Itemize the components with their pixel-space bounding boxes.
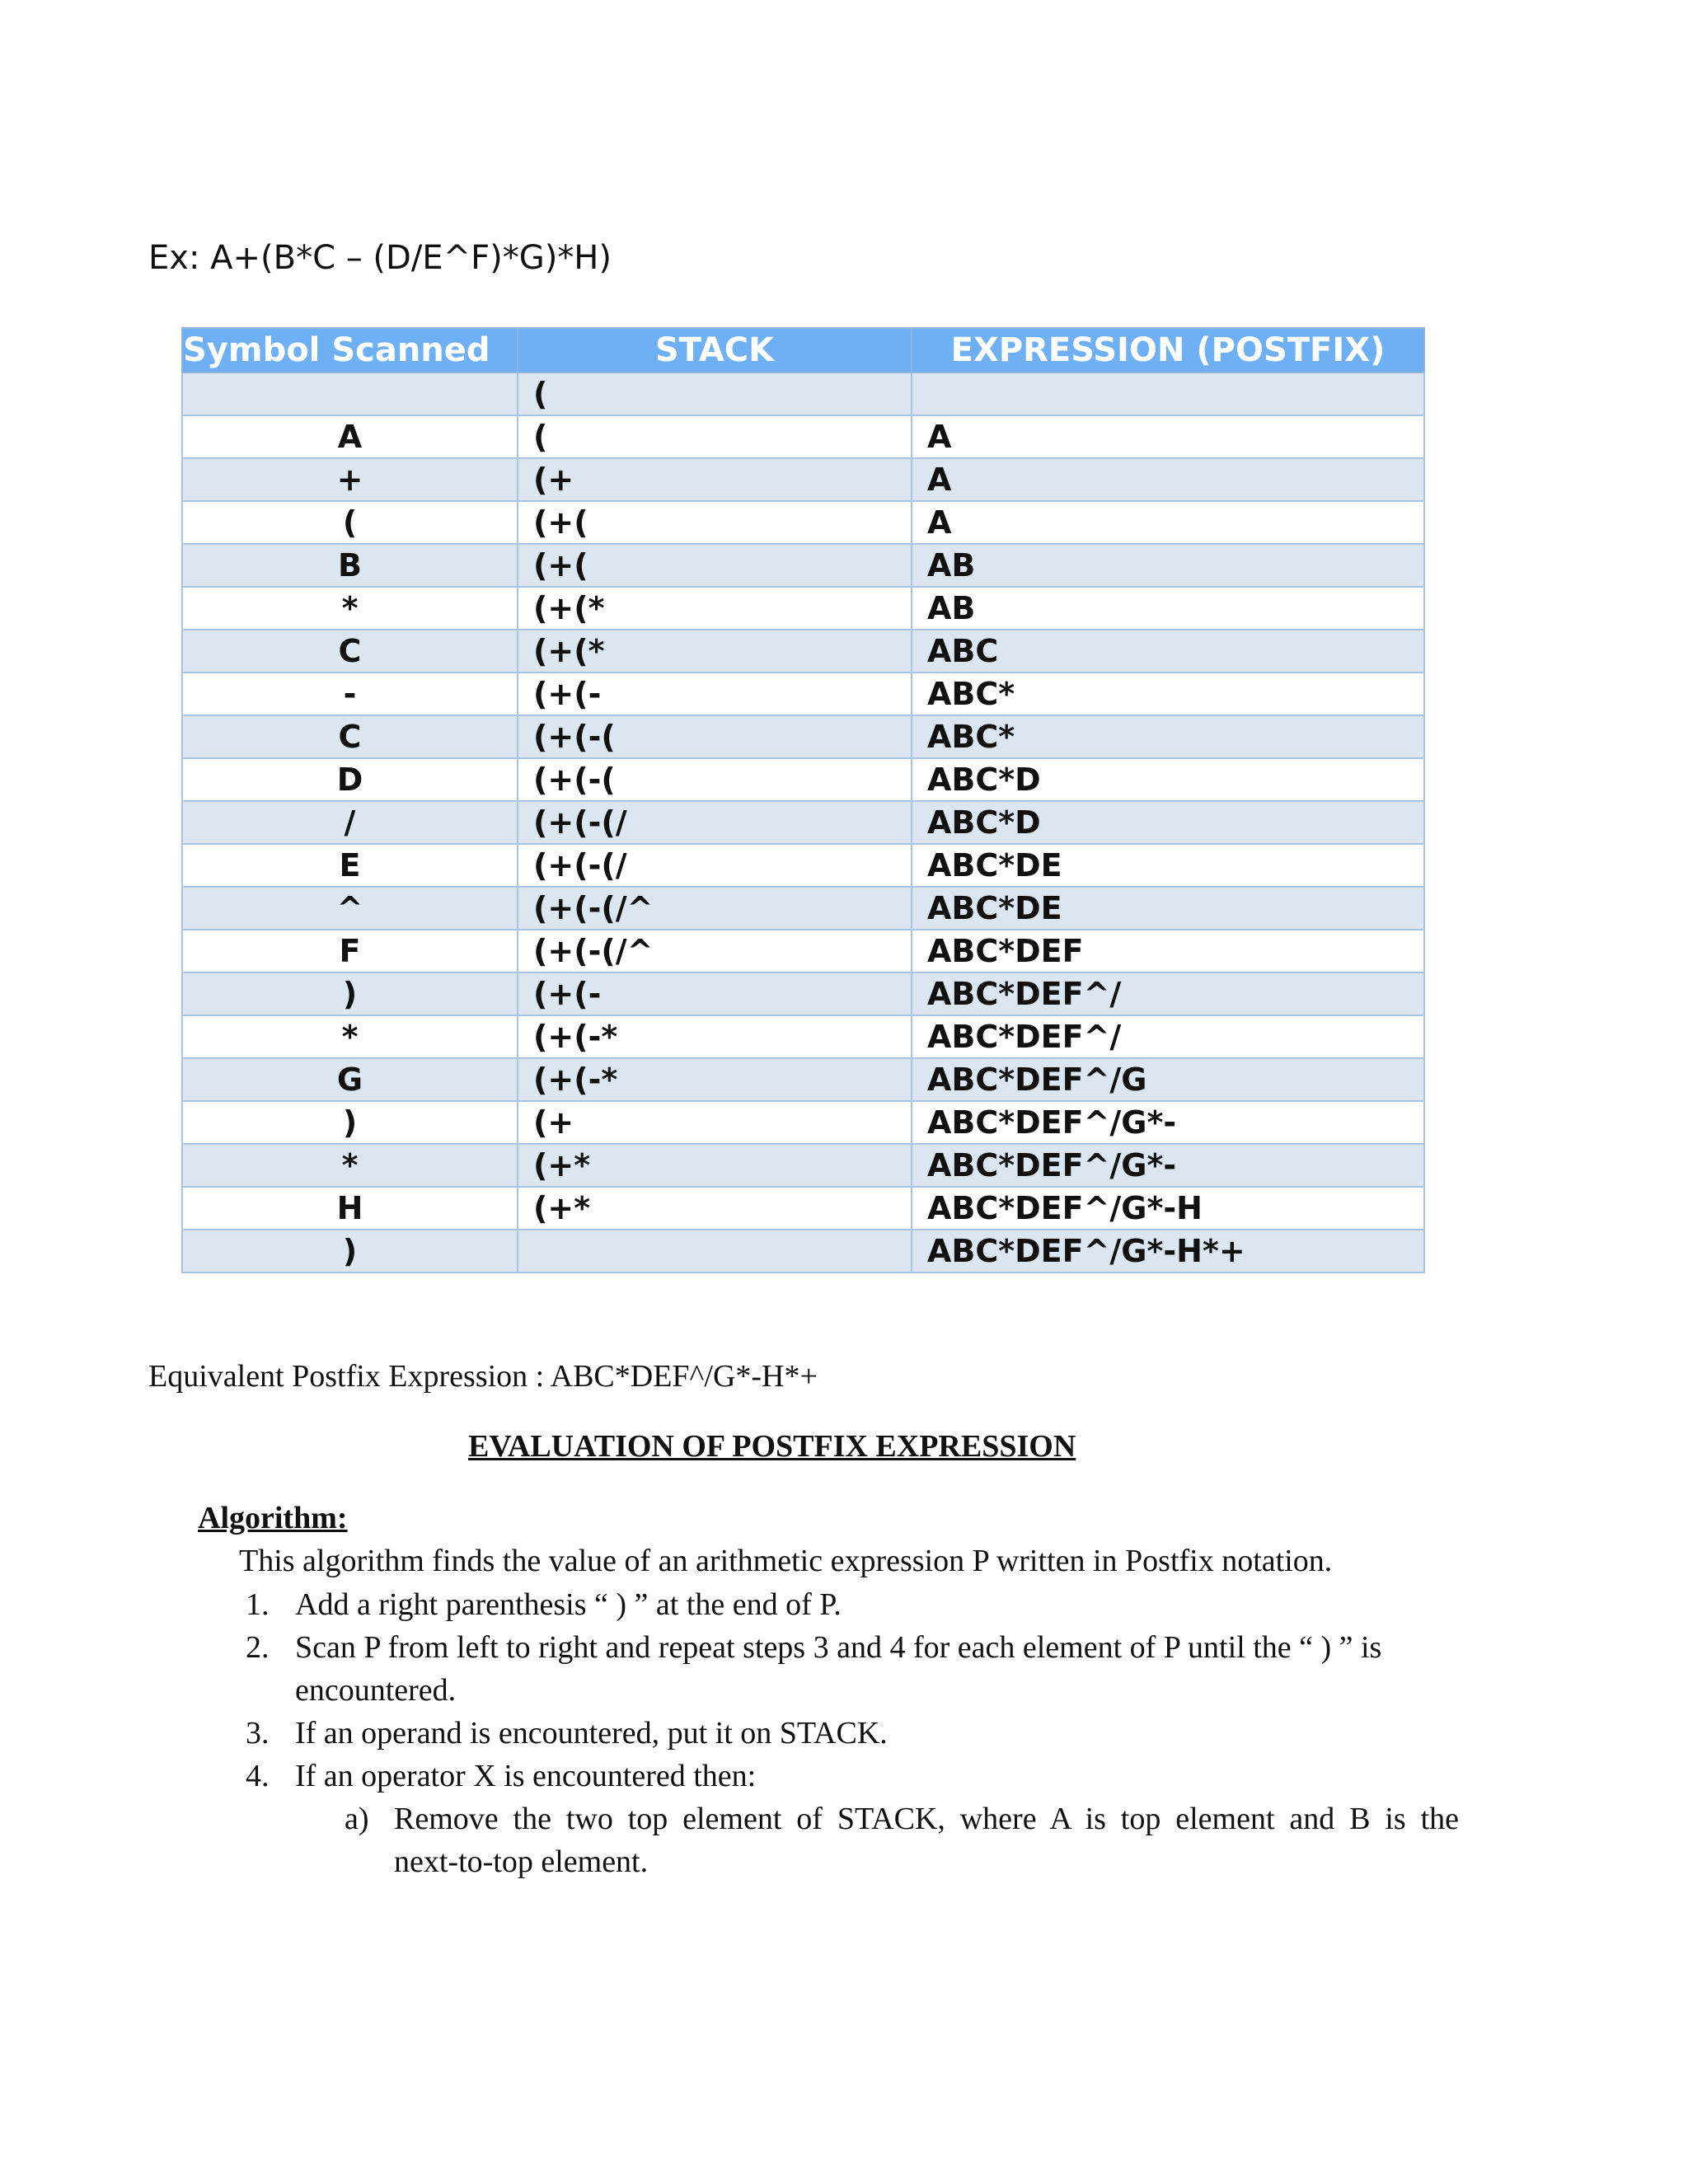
table-row	[182, 1230, 1424, 1272]
equivalent-postfix-expression: Equivalent Postfix Expression : ABC*DEF^/G*-H*+	[148, 1359, 818, 1394]
example-expression: Ex: A+(B*C – (D/E^F)*G)*H)	[148, 239, 612, 277]
cell-stack: (+	[518, 1101, 912, 1144]
cell-symbol: +	[182, 458, 518, 501]
cell-expression: ABC*DE	[912, 844, 1424, 887]
step-number: 3.	[246, 1716, 270, 1750]
table-row	[182, 715, 1424, 758]
table-row	[182, 844, 1424, 887]
cell-expression: ABC*DEF^/G*-H*+	[912, 1230, 1424, 1272]
step-number: 4.	[246, 1759, 270, 1793]
header-stack: STACK	[518, 328, 912, 373]
cell-stack: (+(-	[518, 972, 912, 1015]
cell-expression: ABC*D	[912, 801, 1424, 844]
substep-label: a)	[345, 1802, 369, 1836]
cell-stack: (+(-(/^	[518, 887, 912, 930]
algorithm-heading: Algorithm:	[198, 1501, 348, 1535]
table-row	[182, 673, 1424, 715]
cell-expression: ABC*	[912, 673, 1424, 715]
cell-symbol: E	[182, 844, 518, 887]
cell-expression: ABC*DE	[912, 887, 1424, 930]
cell-expression	[912, 373, 1424, 415]
table-row	[182, 801, 1424, 844]
table-row	[182, 630, 1424, 673]
algorithm-step-2-continuation: encountered.	[295, 1673, 457, 1708]
cell-stack: (+*	[518, 1144, 912, 1187]
cell-symbol: /	[182, 801, 518, 844]
cell-stack: (+*	[518, 1187, 912, 1230]
table-row	[182, 373, 1424, 415]
algorithm-intro: This algorithm finds the value of an arithmetic expression P written in Postfix notation.	[239, 1544, 1333, 1578]
cell-symbol: B	[182, 544, 518, 587]
cell-symbol: A	[182, 415, 518, 458]
step-number: 2.	[246, 1630, 270, 1665]
table-row	[182, 1144, 1424, 1187]
header-symbol-scanned: Symbol Scanned	[182, 328, 518, 373]
cell-stack	[518, 1230, 912, 1272]
cell-stack: (+(*	[518, 630, 912, 673]
cell-expression: ABC	[912, 630, 1424, 673]
substep-a-continuation: next-to-top element.	[394, 1844, 649, 1879]
cell-expression: ABC*	[912, 715, 1424, 758]
cell-symbol: H	[182, 1187, 518, 1230]
step-text: If an operand is encountered, put it on STACK.	[295, 1716, 888, 1750]
cell-stack: (+(-*	[518, 1058, 912, 1101]
cell-expression: A	[912, 501, 1424, 544]
cell-stack: (+(-(/	[518, 844, 912, 887]
cell-stack: (	[518, 373, 912, 415]
cell-expression: ABC*DEF	[912, 930, 1424, 972]
table-row	[182, 587, 1424, 630]
cell-symbol: *	[182, 1015, 518, 1058]
table-row	[182, 1058, 1424, 1101]
cell-expression: A	[912, 458, 1424, 501]
cell-symbol: )	[182, 1230, 518, 1272]
table-row	[182, 1187, 1424, 1230]
cell-symbol: (	[182, 501, 518, 544]
cell-symbol: *	[182, 587, 518, 630]
cell-symbol: )	[182, 1101, 518, 1144]
cell-symbol	[182, 373, 518, 415]
substep-a-text: Remove the two top element of STACK, where A is top element and B is the	[394, 1802, 1459, 1836]
table-row	[182, 1101, 1424, 1144]
cell-expression: ABC*DEF^/G*-	[912, 1101, 1424, 1144]
cell-expression: A	[912, 415, 1424, 458]
cell-symbol: D	[182, 758, 518, 801]
cell-expression: ABC*DEF^/G	[912, 1058, 1424, 1101]
table-row	[182, 1015, 1424, 1058]
cell-stack: (+(*	[518, 587, 912, 630]
step-text: Scan P from left to right and repeat steps 3 and 4 for each element of P until the “ ) ” is	[295, 1630, 1382, 1665]
cell-stack: (+(-	[518, 673, 912, 715]
cell-symbol: ^	[182, 887, 518, 930]
step-text: If an operator X is encountered then:	[295, 1759, 757, 1793]
cell-symbol: C	[182, 630, 518, 673]
table-header-row	[182, 328, 1424, 373]
conversion-table	[181, 327, 1425, 1273]
table-row	[182, 887, 1424, 930]
cell-symbol: F	[182, 930, 518, 972]
table-body	[182, 373, 1424, 1272]
cell-stack: (	[518, 415, 912, 458]
cell-symbol: )	[182, 972, 518, 1015]
table-row	[182, 501, 1424, 544]
cell-stack: (+(	[518, 501, 912, 544]
cell-expression: ABC*DEF^/G*-	[912, 1144, 1424, 1187]
step-number: 1.	[246, 1587, 270, 1622]
cell-expression: ABC*DEF^/	[912, 1015, 1424, 1058]
cell-stack: (+(-(	[518, 715, 912, 758]
cell-symbol: *	[182, 1144, 518, 1187]
table-row	[182, 930, 1424, 972]
step-text: Add a right parenthesis “ ) ” at the end of P.	[295, 1587, 842, 1622]
table-row	[182, 415, 1424, 458]
cell-expression: ABC*D	[912, 758, 1424, 801]
cell-stack: (+(-(/	[518, 801, 912, 844]
cell-symbol: G	[182, 1058, 518, 1101]
cell-expression: ABC*DEF^/G*-H	[912, 1187, 1424, 1230]
table-row	[182, 544, 1424, 587]
table-row	[182, 458, 1424, 501]
cell-symbol: C	[182, 715, 518, 758]
section-heading: EVALUATION OF POSTFIX EXPRESSION	[468, 1429, 1076, 1464]
cell-stack: (+(-*	[518, 1015, 912, 1058]
header-expression: EXPRESSION (POSTFIX)	[912, 328, 1424, 373]
cell-symbol: -	[182, 673, 518, 715]
cell-stack: (+(-(	[518, 758, 912, 801]
table-row	[182, 758, 1424, 801]
cell-expression: ABC*DEF^/	[912, 972, 1424, 1015]
cell-stack: (+	[518, 458, 912, 501]
cell-expression: AB	[912, 544, 1424, 587]
cell-stack: (+(-(/^	[518, 930, 912, 972]
cell-stack: (+(	[518, 544, 912, 587]
cell-expression: AB	[912, 587, 1424, 630]
table-row	[182, 972, 1424, 1015]
